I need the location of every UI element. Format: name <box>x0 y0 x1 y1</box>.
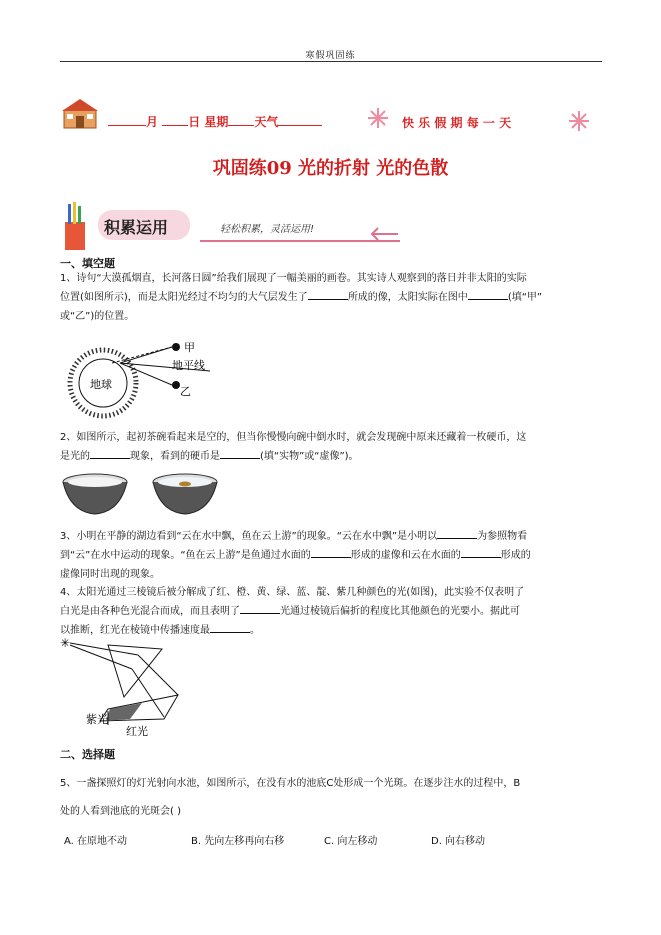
q4-line-3b: 。 <box>250 625 260 636</box>
sun-yi-label: 乙 <box>180 385 191 398</box>
banner-weather: 天气 <box>254 115 279 129</box>
q2-line-2b: 现象，看到的硬币是 <box>130 451 220 462</box>
q2-line-1: 2、如图所示，起初茶碗看起来是空的，但当你慢慢向碗中倒水时，就会发现碗中原来还藏着一枚硬币，这 <box>60 432 527 443</box>
question-4 <box>60 583 602 640</box>
q1-line-3: 或“乙”)的位置。 <box>60 311 135 322</box>
question-2 <box>60 428 602 466</box>
question-5 <box>60 770 602 826</box>
q5-line-2: 处的人看到池底的光斑会( ) <box>60 806 181 817</box>
question-3 <box>60 527 602 584</box>
section-banner-label: 积累运用 <box>104 218 169 237</box>
q4-line-1: 4、太阳光通过三棱镜后被分解成了红、橙、黄、绿、蓝、靛、紫几种颜色的光(如图)，此实验不仅表明了 <box>60 587 525 598</box>
page-title: 巩固练09 光的折射 光的色散 <box>212 158 449 179</box>
q1-line-2a: 位置(如图所示)，而是太阳光经过不均匀的大气层发生了 <box>60 292 308 303</box>
q5-option-d[interactable]: D. 向右移动 <box>431 836 486 847</box>
banner-weekday: 星期 <box>204 115 229 129</box>
q2-line-2a: 是光的 <box>60 451 90 462</box>
section-fill-heading: 一、填空题 <box>60 257 115 270</box>
earth-label: 地球 <box>90 378 112 391</box>
horizon-label: 地平线 <box>172 359 205 372</box>
q3-line-1b: 为参照物看 <box>477 531 528 542</box>
q3-line-2c: 形成的 <box>500 550 531 561</box>
q4-line-3a: 以推断，红光在棱镜中传播速度最 <box>60 625 210 636</box>
q1-line-2c: (填“甲” <box>507 292 543 303</box>
section-banner-slogan: 轻松积累，灵活运用! <box>220 224 315 235</box>
prism-figure <box>60 637 200 737</box>
q5-option-c[interactable]: C. 向左移动 <box>324 836 378 847</box>
q2-line-2c: (填“实物”或“虚像”)。 <box>260 451 359 462</box>
q4-line-2b: 光通过棱镜后偏折的程度比其他颜色的光要小。据此可 <box>280 606 520 617</box>
snowflake-icon <box>367 107 389 129</box>
bowls-figure <box>60 470 230 520</box>
sun-symbol: ✳ <box>60 637 71 650</box>
q5-line-1: 5、一盏探照灯的灯光射向水池，如图所示，在没有水的池底C处形成一个光斑。在逐步注水的过程中，B <box>60 778 521 789</box>
red-light-label: 红光 <box>126 725 148 737</box>
q3-line-2b: 形成的虚像和云在水面的 <box>350 550 461 561</box>
q3-line-3: 虚像同时出现的现象。 <box>60 569 160 580</box>
section-banner <box>60 200 405 252</box>
sun-jia-label: 甲 <box>184 341 195 354</box>
purple-light-label: 紫光 <box>86 713 108 726</box>
header-title: 寒假巩固练 <box>305 51 356 61</box>
date-banner <box>60 96 602 146</box>
header-divider <box>60 61 602 62</box>
snowflake-icon <box>568 110 590 132</box>
q3-line-2a: 到“云”在水中运动的现象。“鱼在云上游”是鱼通过水面的 <box>60 550 311 561</box>
arrow-icon <box>370 226 400 242</box>
banner-day: 日 <box>188 115 201 129</box>
q1-line-1: 1、诗句“大漠孤烟直，长河落日圆”给我们展现了一幅美丽的画卷。其实诗人观察到的落日并非太阳的实际 <box>60 273 527 284</box>
q5-option-b[interactable]: B. 先向左移再向右移 <box>191 836 285 847</box>
question-1 <box>60 269 602 326</box>
atmosphere-figure <box>60 333 250 423</box>
pencil-cup-icon <box>60 200 90 252</box>
banner-month: 月 <box>146 115 159 129</box>
section-choice-heading: 二、选择题 <box>60 748 115 761</box>
banner-slogan: 快 乐 假 期 每 一 天 <box>402 116 512 130</box>
school-icon <box>60 96 100 130</box>
q4-line-2a: 白光是由各种色光混合而成，而且表明了 <box>60 606 240 617</box>
q3-line-1a: 3、小明在平静的湖边看到“云在水中飘，鱼在云上游”的现象。“云在水中飘”是小明以 <box>60 531 438 542</box>
q1-line-2b: 所成的像，太阳实际在图中 <box>347 292 468 303</box>
q5-option-a[interactable]: A. 在原地不动 <box>64 836 128 847</box>
